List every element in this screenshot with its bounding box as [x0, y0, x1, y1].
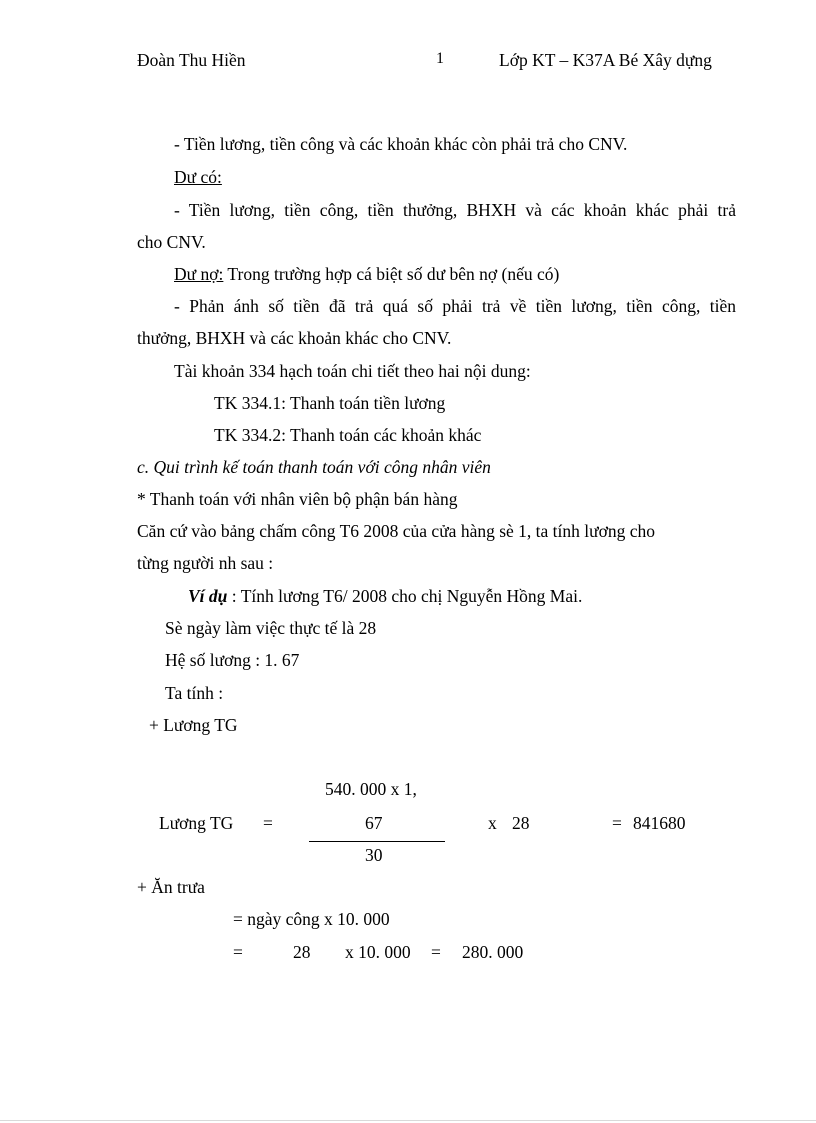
- paragraph-credit-line1: - Tiền lương, tiền công, tiền thưởng, BHXH và các khoản khác phải trả: [174, 200, 736, 220]
- lunch-eq2: =: [431, 942, 441, 962]
- time-salary-heading: + Lương TG: [149, 715, 238, 735]
- formula-equals-result: =: [612, 813, 622, 833]
- lunch-formula: = ngày công x 10. 000: [233, 909, 390, 929]
- salary-coefficient: Hệ số lương : 1. 67: [165, 650, 300, 670]
- section-c-heading: c. Qui trình kế toán thanh toán với công nhân viên: [137, 457, 491, 477]
- paragraph-salary-payable: - Tiền lương, tiền công và các khoản khác còn phải trả cho CNV.: [174, 134, 628, 154]
- lunch-eq: =: [233, 942, 243, 962]
- page-bottom-divider: [0, 1120, 816, 1121]
- working-days: Sè ngày làm việc thực tế là 28: [165, 618, 377, 638]
- lunch-days: 28: [293, 942, 311, 962]
- bullet-sales-staff: * Thanh toán với nhân viên bộ phận bán hàng: [137, 489, 458, 509]
- tk-334-2: TK 334.2: Thanh toán các khoản khác: [214, 425, 482, 445]
- lunch-multiplier: x 10. 000: [345, 942, 411, 962]
- du-no-line: [174, 264, 559, 285]
- formula-days: 28: [512, 813, 530, 833]
- example-line: [188, 586, 582, 607]
- du-no-text: Trong trường hợp cá biệt số dư bên nợ (nếu có): [223, 264, 560, 284]
- page-number: 1: [436, 50, 444, 67]
- formula-equals: =: [263, 813, 273, 833]
- paragraph-debit-line2: thưởng, BHXH và các khoản khác cho CNV.: [137, 328, 452, 348]
- header-class-info: Lớp KT – K37A Bé Xây dựng: [499, 50, 712, 70]
- tk-334-1: TK 334.1: Thanh toán tiền lương: [214, 393, 446, 413]
- fraction-bar: [309, 841, 445, 842]
- du-co-label: Dư có:: [174, 167, 222, 187]
- formula-numerator-line2: 67: [365, 813, 383, 833]
- formula-label: Lương TG: [159, 813, 234, 833]
- paragraph-credit-line2: cho CNV.: [137, 232, 206, 252]
- paragraph-account-334: Tài khoản 334 hạch toán chi tiết theo hai nội dung:: [174, 361, 531, 381]
- header-author: Đoàn Thu Hiền: [137, 50, 246, 70]
- formula-result: 841680: [633, 813, 686, 833]
- example-label: Ví dụ: [188, 586, 228, 606]
- paragraph-basis-line1: Căn cứ vào bảng chấm công T6 2008 của cửa hàng sè 1, ta tính lương cho: [137, 521, 656, 541]
- example-text: : Tính lương T6/ 2008 cho chị Nguyễn Hồng Mai.: [227, 586, 583, 606]
- paragraph-debit-line1: - Phản ánh số tiền đã trả quá số phải trả về tiền lương, tiền công, tiền: [174, 296, 736, 316]
- lunch-heading: + Ăn trưa: [137, 877, 205, 897]
- formula-denominator: 30: [365, 845, 383, 865]
- du-no-label: Dư nợ:: [174, 264, 224, 284]
- paragraph-basis-line2: từng người nh sau :: [137, 553, 274, 573]
- lunch-result: 280. 000: [462, 942, 524, 962]
- formula-times: x: [488, 813, 497, 833]
- calculation-intro: Ta tính :: [165, 683, 224, 703]
- formula-numerator-line1: 540. 000 x 1,: [325, 779, 417, 799]
